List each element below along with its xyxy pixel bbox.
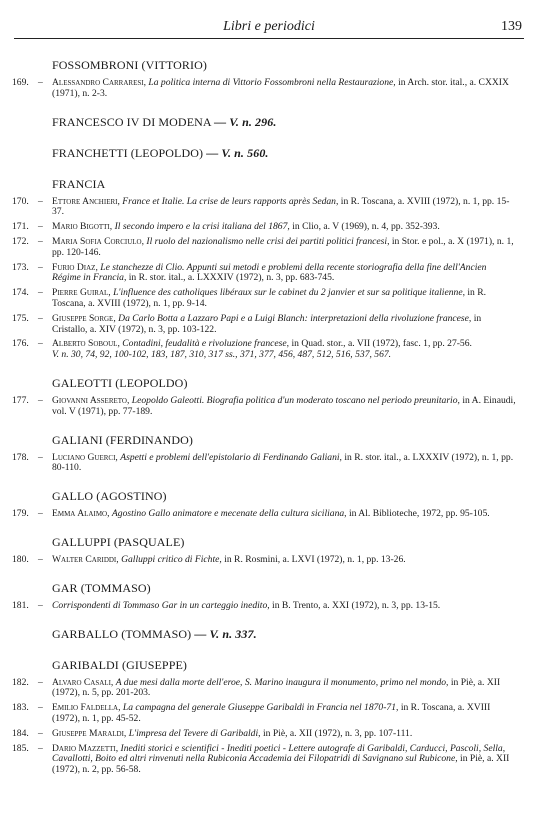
section-gap [12, 647, 516, 656]
section-heading [52, 658, 516, 673]
entry-dash: – [38, 287, 43, 299]
see-reference: — V. n. 296. [214, 114, 277, 129]
entry-number: 169. [12, 77, 29, 88]
entry-author: Giovanni Assereto [52, 394, 127, 406]
see-reference: — V. n. 560. [206, 145, 269, 160]
entry-number: 172. [12, 235, 29, 247]
entry-source: , in R. Toscana, a. XVIII (1972), n. 1, pp. 15-37. [52, 195, 510, 218]
entry-dash: – [38, 338, 43, 350]
entry-source: , in Cristallo, a. XIV (1972), n. 3, pp. 103-122. [52, 312, 482, 335]
entry-source: , in Stor. e pol., a. X (1971), n. 1, pp. 120-146. [52, 235, 514, 258]
bibliography-entry [12, 197, 516, 219]
entry-title: Contadini, feudalità e rivoluzione francese [122, 338, 287, 350]
entry-author: Ettore Anchieri [52, 195, 118, 207]
entry-title: Il secondo impero e la crisi italiana del 1867 [114, 221, 288, 233]
entry-body: Giovanni Assereto, Leopoldo Galeotti. Biografia politica d'un moderato toscano nel periodo preunitario, in A. Einaudi, vol. V (1971), pp. 77-189. [52, 394, 516, 417]
entry-dash: – [38, 195, 43, 207]
entry-number: 182. [12, 676, 29, 688]
entry-body: Alessandro Carraresi, La politica interna di Vittorio Fossombroni nella Restaurazione, in Arch. stor. ital., a. CXXIX (1971), n. 2-3. [52, 77, 509, 99]
section-gap [12, 478, 516, 487]
bibliography-entry [12, 339, 516, 361]
bibliography-entry [12, 288, 516, 310]
entry-title: Inediti storici e scientifici - Inediti poetici - Lettere autografe di Garibaldi, Carducci, Pascoli, Sella, Cavallotti, Boito ed altri rinvenuti nella Rubiconia Accademia dei Filopatridi di Savignano sul Rubicone [52, 742, 506, 765]
entry-author: Furio Diaz [52, 261, 96, 273]
entry-body: Pierre Guiral, L'influence des catholiques libéraux sur le cabinet du 2 janvier et sur sa politique italienne, in R. Toscana, a. XVIII (1972), n. 1, pp. 9-14. [52, 287, 487, 309]
section-gap [12, 616, 516, 625]
entry-author: Maria Sofia Corciulo [52, 235, 142, 247]
entry-title: Aspetti e problemi dell'epistolario di Ferdinando Galiani [120, 451, 340, 463]
entry-source: , in R. stor. ital., a. LXXXIV (1972), n. 3, pp. 683-745. [123, 272, 335, 284]
entry-author: Pierre Guiral [52, 287, 109, 299]
entry-source: , in Arch. stor. ital., a. CXXIX (1971), n. 2-3. [52, 77, 509, 99]
bibliography-entry [12, 78, 516, 100]
entry-body: Dario Mazzetti, Inediti storici e scientifici - Inediti poetici - Lettere autografe di Garibaldi, Carducci, Pascoli, Sella, Cavallotti, Boito ed altri rinvenuti nella Rubiconia Accademia dei Filopatridi di Savignano sul Rubicone, in Piè, a. XII (1972), n. 2, pp. 56-58. [52, 742, 510, 776]
entry-dash: – [38, 727, 43, 739]
entry-title: Agostino Gallo animatore e mecenate della cultura siciliana [111, 508, 345, 520]
entry-source: , in R. Toscana, a. XVIII (1972), n. 1, pp. 9-14. [52, 287, 487, 309]
entry-title: La campagna del generale Giuseppe Garibaldi in Francia nel 1870-71 [122, 702, 397, 714]
entry-title: Leopoldo Galeotti. Biografia politica d'un moderato toscano nel periodo preunitario [131, 394, 458, 406]
section-heading [52, 177, 516, 192]
entry-dash: – [38, 77, 43, 88]
entry-number: 185. [12, 742, 29, 754]
entry-number: 171. [12, 221, 29, 233]
heading-text: GAR (TOMMASO) [52, 580, 151, 595]
entry-title: Galluppi critico di Fichte [121, 553, 220, 565]
entry-body: Alberto Soboul, Contadini, feudalità e rivoluzione francese, in Quad. stor., a. VII (1972), fasc. 1, pp. 27-56. [52, 338, 472, 350]
bibliography-entry [12, 555, 516, 566]
section-heading [52, 627, 516, 642]
entry-title: L'influence des catholiques libéraux sur le cabinet du 2 janvier et sur sa politique italienne [113, 287, 463, 299]
entry-number: 174. [12, 287, 29, 299]
entry-body: Giuseppe Sorge, Da Carlo Botta a Lazzaro Papi e a Luigi Blanch: interpretazioni della rivoluzione francese, in Cristallo, a. XIV (1972), n. 3, pp. 103-122. [52, 312, 482, 335]
entry-title: Le stanchezze di Clio. Appunti sui metodi e problemi della recente storiografia della fine dell'Ancien Régime in Francia [52, 261, 487, 284]
entry-source: , in B. Trento, a. XXI (1972), n. 3, pp. 13-15. [267, 599, 441, 611]
heading-text: GALLUPPI (PASQUALE) [52, 534, 185, 549]
section-heading [52, 535, 516, 550]
entry-body [52, 601, 516, 612]
entry-body: Walter Cariddi, Galluppi critico di Fichte, in R. Rosmini, a. LXVI (1972), n. 1, pp. 13-26. [52, 553, 406, 565]
entry-number: 178. [12, 451, 29, 463]
entry-title: L'impresa del Tevere di Garibaldi [128, 727, 259, 739]
entry-body: Furio Diaz, Le stanchezze di Clio. Appunti sui metodi e problemi della recente storiografia della fine dell'Ancien Régime in Francia, in R. stor. ital., a. LXXXIV (1972), n. 3, pp. 683-745. [52, 261, 487, 284]
heading-text: GALIANI (FERDINANDO) [52, 432, 193, 447]
entry-number: 176. [12, 338, 29, 350]
entry-number: 184. [12, 727, 29, 739]
section-gap [12, 166, 516, 175]
entry-author: Giuseppe Sorge [52, 312, 114, 324]
entry-author: Emilio Faldella [52, 702, 119, 714]
running-title: Libri e periodici [223, 19, 315, 34]
heading-text: GARBALLO (TOMMASO) [52, 626, 192, 641]
entry-dash: – [38, 599, 43, 611]
section-heading [52, 489, 516, 504]
heading-text: FRANCIA [52, 176, 106, 191]
entry-dash: – [38, 742, 43, 754]
bibliography-entry [12, 601, 516, 612]
section-gap [12, 524, 516, 533]
entry-body: Luciano Guerci, Aspetti e problemi dell'epistolario di Ferdinando Galiani, in R. stor. ital., a. LXXXIV (1972), n. 1, pp. 80-110. [52, 451, 514, 474]
entry-dash: – [38, 312, 43, 324]
entry-dash: – [38, 221, 43, 233]
entry-source: , in R. Rosmini, a. LXVI (1972), n. 1, pp. 13-26. [219, 553, 406, 565]
entry-body: Ettore Anchieri, France et Italie. La crise de leurs rapports après Sedan, in R. Toscana, a. XVIII (1972), n. 1, pp. 15-37. [52, 195, 510, 218]
entry-source: , in Piè, a. XII (1972), n. 3, pp. 107-111. [258, 727, 413, 739]
section-gap [12, 104, 516, 113]
entry-dash: – [38, 676, 43, 688]
entry-number: 170. [12, 195, 29, 207]
bibliography-entry [12, 237, 516, 259]
entry-title: A due mesi dalla morte dell'eroe, S. Marino inaugura il monumento, primo nel mondo [115, 676, 447, 688]
bibliography-entry [12, 396, 516, 418]
heading-text: GARIBALDI (GIUSEPPE) [52, 657, 187, 672]
bibliography-entry [12, 263, 516, 285]
entry-author: Emma Alaimo [52, 508, 108, 520]
entry-number: 183. [12, 702, 29, 714]
heading-text: GALLO (AGOSTINO) [52, 489, 167, 504]
entry-number: 175. [12, 312, 29, 324]
heading-text: FRANCESCO IV DI MODENA [52, 114, 211, 129]
entry-number: 177. [12, 394, 29, 406]
section-gap [12, 135, 516, 144]
entry-dash: – [38, 261, 43, 273]
entry-source: , in R. Toscana, a. XVIII (1972), n. 1, pp. 45-52. [52, 702, 491, 724]
entry-source: , in Piè, a. XII (1972), n. 5, pp. 201-203. [52, 676, 501, 699]
entry-body: Emilio Faldella, La campagna del generale Giuseppe Garibaldi in Francia nel 1870-71, in R. Toscana, a. XVIII (1972), n. 1, pp. 45-52. [52, 702, 491, 724]
section-gap [12, 422, 516, 431]
heading-text: FRANCHETTI (LEOPOLDO) [52, 145, 204, 160]
entry-number: 181. [12, 599, 29, 611]
bibliography-entry [12, 744, 516, 776]
heading-text: GALEOTTI (LEOPOLDO) [52, 375, 188, 390]
entry-author: Alessandro Carraresi [52, 77, 144, 88]
entry-see-reference: V. n. 30, 74, 92, 100-102, 183, 187, 310, 317 ss., 371, 377, 456, 487, 512, 516, 537, 567. [52, 349, 392, 361]
entry-title: La politica interna di Vittorio Fossombroni nella Restaurazione [148, 77, 394, 88]
bibliography-list [12, 56, 516, 789]
entry-source: , in Clio, a. V (1969), n. 4, pp. 352-393. [287, 221, 440, 233]
see-reference: — V. n. 337. [194, 626, 257, 641]
entry-author: Walter Cariddi [52, 553, 117, 565]
section-heading [52, 115, 516, 130]
section-heading [52, 433, 516, 448]
bibliography-entry [12, 314, 516, 336]
entry-dash: – [38, 394, 43, 406]
entry-body: Alvaro Casali, A due mesi dalla morte dell'eroe, S. Marino inaugura il monumento, primo nel mondo, in Piè, a. XII (1972), n. 5, pp. 201-203. [52, 676, 501, 699]
entry-body: Mario Bigotti, Il secondo impero e la crisi italiana del 1867, in Clio, a. V (1969), n. 4, pp. 352-393. [52, 221, 440, 233]
section-gap [12, 365, 516, 374]
entry-title: Il ruolo del nazionalismo nelle crisi dei partiti politici francesi [146, 235, 388, 247]
entry-body: Maria Sofia Corciulo, Il ruolo del nazionalismo nelle crisi dei partiti politici francesi, in Stor. e pol., a. X (1971), n. 1, pp. 120-146. [52, 235, 514, 258]
heading-text: FOSSOMBRONI (VITTORIO) [52, 58, 207, 72]
entry-dash: – [38, 508, 43, 520]
entry-author: Giuseppe Maraldi [52, 727, 124, 739]
entry-source: , in Piè, a. XII (1972), n. 2, pp. 56-58. [52, 753, 510, 776]
section-gap [12, 570, 516, 579]
bibliography-entry [12, 729, 516, 740]
entry-source: , in A. Einaudi, vol. V (1971), pp. 77-189. [52, 394, 516, 417]
section-heading [52, 146, 516, 161]
entry-author: Luciano Guerci [52, 451, 116, 463]
entry-title: Corrispondenti di Tommaso Gar in un carteggio inedito [52, 599, 268, 611]
entry-title: France et Italie. La crise de leurs rapports après Sedan [122, 195, 336, 207]
section-gap [12, 780, 516, 789]
entry-author: Mario Bigotti [52, 221, 110, 233]
entry-body: Giuseppe Maraldi, L'impresa del Tevere di Garibaldi, in Piè, a. XII (1972), n. 3, pp. 107-111. [52, 727, 413, 739]
entry-dash: – [38, 702, 43, 714]
entry-source: , in R. stor. ital., a. LXXXIV (1972), n. 1, pp. 80-110. [52, 451, 514, 474]
entry-number: 173. [12, 261, 29, 273]
entry-number: 179. [12, 508, 29, 520]
entry-author: Alberto Soboul [52, 338, 118, 350]
page-number: 139 [501, 19, 522, 34]
entry-dash: – [38, 553, 43, 565]
bibliography-entry [12, 222, 516, 233]
section-heading [52, 58, 516, 73]
entry-title: Da Carlo Botta a Lazzaro Papi e a Luigi Blanch: interpretazioni della rivoluzione francese [118, 312, 469, 324]
entry-dash: – [38, 451, 43, 463]
running-header [14, 16, 524, 39]
bibliography-entry [12, 509, 516, 520]
entry-source: , in Quad. stor., a. VII (1972), fasc. 1, pp. 27-56. [286, 338, 472, 350]
bibliography-entry [12, 703, 516, 725]
bibliography-entry [12, 678, 516, 700]
entry-body: Emma Alaimo, Agostino Gallo animatore e mecenate della cultura siciliana, in Al. Biblioteche, 1972, pp. 95-105. [52, 508, 490, 520]
section-heading [52, 581, 516, 596]
section-heading [52, 376, 516, 391]
entry-number: 180. [12, 553, 29, 565]
entry-source: , in Al. Biblioteche, 1972, pp. 95-105. [344, 508, 490, 520]
entry-author: Alvaro Casali [52, 676, 111, 688]
entry-author: Dario Mazzetti [52, 742, 116, 754]
bibliography-entry [12, 453, 516, 475]
entry-dash: – [38, 235, 43, 247]
